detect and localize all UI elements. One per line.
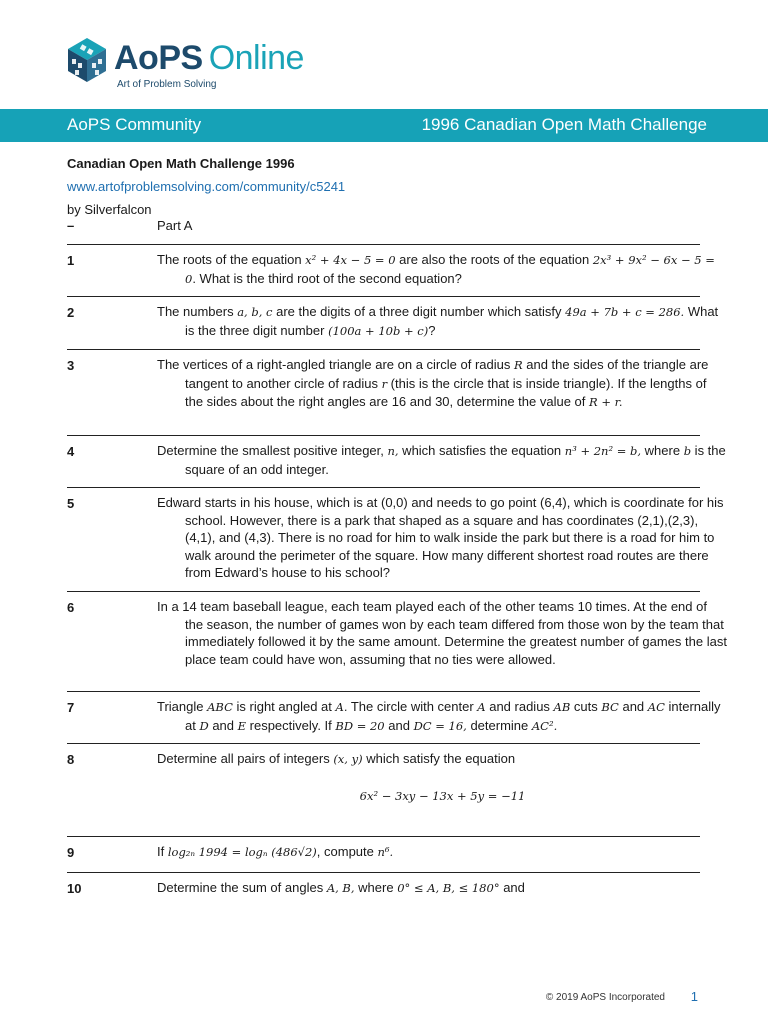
problem-number: 6: [67, 600, 75, 615]
problem-item: [67, 435, 726, 488]
problem-item: [67, 296, 719, 350]
page-header: [0, 0, 768, 108]
display-equation: 6x² − 3xy − 13x + 5y = −11: [359, 788, 526, 803]
author-line: by Silverfalcon: [67, 202, 152, 217]
problem-item: [67, 743, 700, 836]
problem-text: Triangle ABC is right angled at A. The circle with center A and radius AB cuts BC and AC internally at D and E respectively. If BD = 20 and DC = 16, determine AC².: [157, 699, 721, 733]
banner-contest-title: 1996 Canadian Open Math Challenge: [421, 115, 707, 134]
logo-tagline: Art of Problem Solving: [117, 79, 217, 90]
logo-wordmark: [114, 38, 304, 78]
problem-item: [67, 836, 700, 873]
problem-number: 2: [67, 305, 75, 320]
problem-item: [67, 244, 715, 297]
aops-logo-icon: [66, 37, 108, 83]
problem-item: [67, 691, 721, 744]
problem-item: [67, 872, 700, 913]
copyright-notice: © 2019 AoPS Incorporated: [545, 992, 665, 1003]
part-marker: –: [67, 218, 75, 233]
problem-text: The roots of the equation x² + 4x − 5 = 0 are also the roots of the equation 2x³ + 9x² − 6x − 5 = 0. What is the third root of the second equation?: [157, 252, 715, 286]
problem-text: Determine all pairs of integers (x, y) which satisfy the equation 6x² − 3xy − 13x + 5y = −11: [157, 750, 728, 805]
problem-item: [67, 591, 727, 692]
contest-title: Canadian Open Math Challenge 1996: [67, 156, 295, 171]
problem-number: 9: [67, 845, 75, 860]
problem-text: Determine the sum of angles A, B, where 0° ≤ A, B, ≤ 180° and: [157, 880, 525, 895]
banner-community-title[interactable]: AoPS Community: [67, 115, 202, 134]
problem-text: The numbers a, b, c are the digits of a three digit number which satisfy 49a + 7b + c = 286. What is the three digit number (100a + 10b + c)?: [157, 304, 719, 338]
logo-aops: AoPS: [114, 39, 203, 77]
part-label: Part A: [157, 218, 193, 233]
problem-number: 1: [67, 253, 75, 268]
part-heading: [67, 218, 700, 238]
problem-text: In a 14 team baseball league, each team played each of the other teams 10 times. At the end of the season, the number of games won by each team differed from those won by the team that immediately followed it by the same amount. Determine the greatest number of games the last place team could have won, assuming that no ties were allowed.: [157, 599, 727, 667]
community-banner: [0, 109, 768, 142]
problem-number: 10: [67, 881, 82, 896]
logo-online: Online: [208, 39, 304, 77]
problem-text: The vertices of a right-angled triangle are on a circle of radius R and the sides of the triangle are tangent to another circle of radius r (this is the circle that is inside triangle). If the lengths of the sides about the right angles are 16 and 30, determine the value of R + r.: [157, 357, 709, 409]
problem-item: [67, 349, 709, 436]
problem-number: 8: [67, 752, 75, 767]
problem-text: If log₂ₙ 1994 = logₙ (486√2), compute n⁶.: [157, 844, 394, 859]
problem-number: 7: [67, 700, 75, 715]
community-link[interactable]: www.artofproblemsolving.com/community/c5241: [67, 179, 346, 194]
problem-number: 4: [67, 444, 75, 459]
problem-number: 3: [67, 358, 75, 373]
problem-text: Determine the smallest positive integer, n, which satisfies the equation n³ + 2n² = b, where b is the square of an odd integer.: [157, 443, 726, 477]
problem-item: [67, 487, 724, 592]
problem-number: 5: [67, 496, 75, 511]
page-number: 1: [690, 989, 698, 1004]
problem-text: Edward starts in his house, which is at (0,0) and needs to go point (6,4), which is coordinate for his school. However, there is a park that shaped as a square and has coordinates (2,1),(2,3),(4,1), and (4,3). There is no road for him to walk inside the park but there is a road for him to walk around the perimeter of the square. How many different shortest road routes are there from Edward’s house to his school?: [157, 495, 724, 580]
